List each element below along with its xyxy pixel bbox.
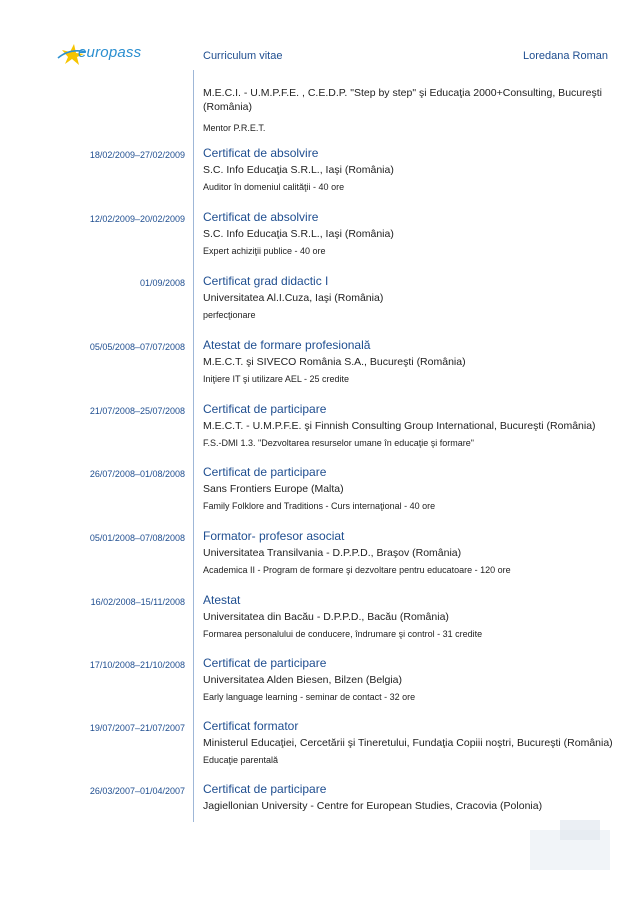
entry-organization: Universitatea Al.I.Cuza, Iaşi (România) [203,292,384,304]
entry-description: perfecţionare [203,310,256,320]
entry-organization: Universitatea din Bacău - D.P.P.D., Bacău (România) [203,611,449,623]
entry-description: Educaţie parentală [203,755,279,765]
entry-description: Formarea personalului de conducere, îndrumare şi control - 31 credite [203,629,483,639]
entry-title: Formator- profesor asociat [203,529,345,543]
entry-title: Atestat de formare profesională [203,338,371,352]
page-header [0,0,640,80]
entry-date: 19/07/2007–21/07/2007 [89,723,185,733]
entry-title: Certificat de absolvire [203,146,319,160]
entry-description: Expert achiziţii publice - 40 ore [203,246,326,256]
entry-description: Iniţiere IT şi utilizare AEL - 25 credite [203,374,350,384]
entry-description: Auditor în domeniul calităţii - 40 ore [203,182,345,192]
entry-organization: S.C. Info Educaţia S.R.L., Iaşi (România) [203,228,394,240]
entry-description: Early language learning - seminar de contact - 32 ore [203,692,416,702]
europass-logo-text: europass [78,44,142,61]
entry-description: Academica II - Program de formare şi dezvoltare pentru educatoare - 120 ore [203,565,511,575]
entry-description: F.S.-DMI 1.3. "Dezvoltarea resurselor umane în educaţie şi formare" [203,438,474,448]
entry-title: Certificat de absolvire [203,210,319,224]
cv-owner-name: Loredana Roman [522,50,608,62]
entry-organization: Universitatea Transilvania - D.P.P.D., Braşov (România) [203,547,462,559]
entry-title: Atestat [203,593,241,607]
entry-title: Certificat de participare [203,782,327,796]
continued-entry [203,86,603,133]
entry-date: 05/05/2008–07/07/2008 [89,342,185,352]
entry-description: Mentor P.R.E.T. [203,123,266,133]
entry-date: 26/03/2007–01/04/2007 [89,786,185,796]
entry-date: 26/07/2008–01/08/2008 [89,469,185,479]
entry-title: Certificat de participare [203,465,327,479]
cv-title: Curriculum vitae [203,50,283,62]
column-divider [193,70,194,822]
entry-organization: M.E.C.I. - U.M.P.F.E. , C.E.D.P. "Step by step" şi Educaţia 2000+Consulting, Bucureşti (România) [203,87,602,113]
entry-organization: Sans Frontiers Europe (Malta) [203,483,344,495]
entry-organization: M.E.C.T. - U.M.P.F.E. şi Finnish Consulting Group International, Bucureşti (România) [203,420,596,432]
entry-organization: Jagiellonian University - Centre for European Studies, Cracovia (Polonia) [203,800,543,812]
entry-organization: Universitatea Alden Biesen, Bilzen (Belgia) [203,674,403,686]
entry-date: 18/02/2009–27/02/2009 [89,150,185,160]
entry-description: Family Folklore and Traditions - Curs internaţional - 40 ore [203,501,436,511]
entry-organization: Ministerul Educaţiei, Cercetării şi Tineretului, Fundaţia Copiii noştri, Bucureşti (România) [203,737,613,749]
entry-date: 01/09/2008 [139,278,185,288]
redacted-area-small [560,820,600,840]
entry-date: 21/07/2008–25/07/2008 [89,406,185,416]
entry-date: 05/01/2008–07/08/2008 [89,533,185,543]
entry-organization: M.E.C.T. şi SIVECO România S.A., Bucureşti (România) [203,356,466,368]
entry-title: Certificat de participare [203,402,327,416]
entry-date: 16/02/2008–15/11/2008 [90,597,185,607]
entry-date: 12/02/2009–20/02/2009 [89,214,185,224]
entry-organization: S.C. Info Educaţia S.R.L., Iaşi (România) [203,164,394,176]
entry-title: Certificat grad didactic I [203,274,329,288]
entry-title: Certificat formator [203,719,299,733]
entry-title: Certificat de participare [203,656,327,670]
entry-date: 17/10/2008–21/10/2008 [89,660,185,670]
